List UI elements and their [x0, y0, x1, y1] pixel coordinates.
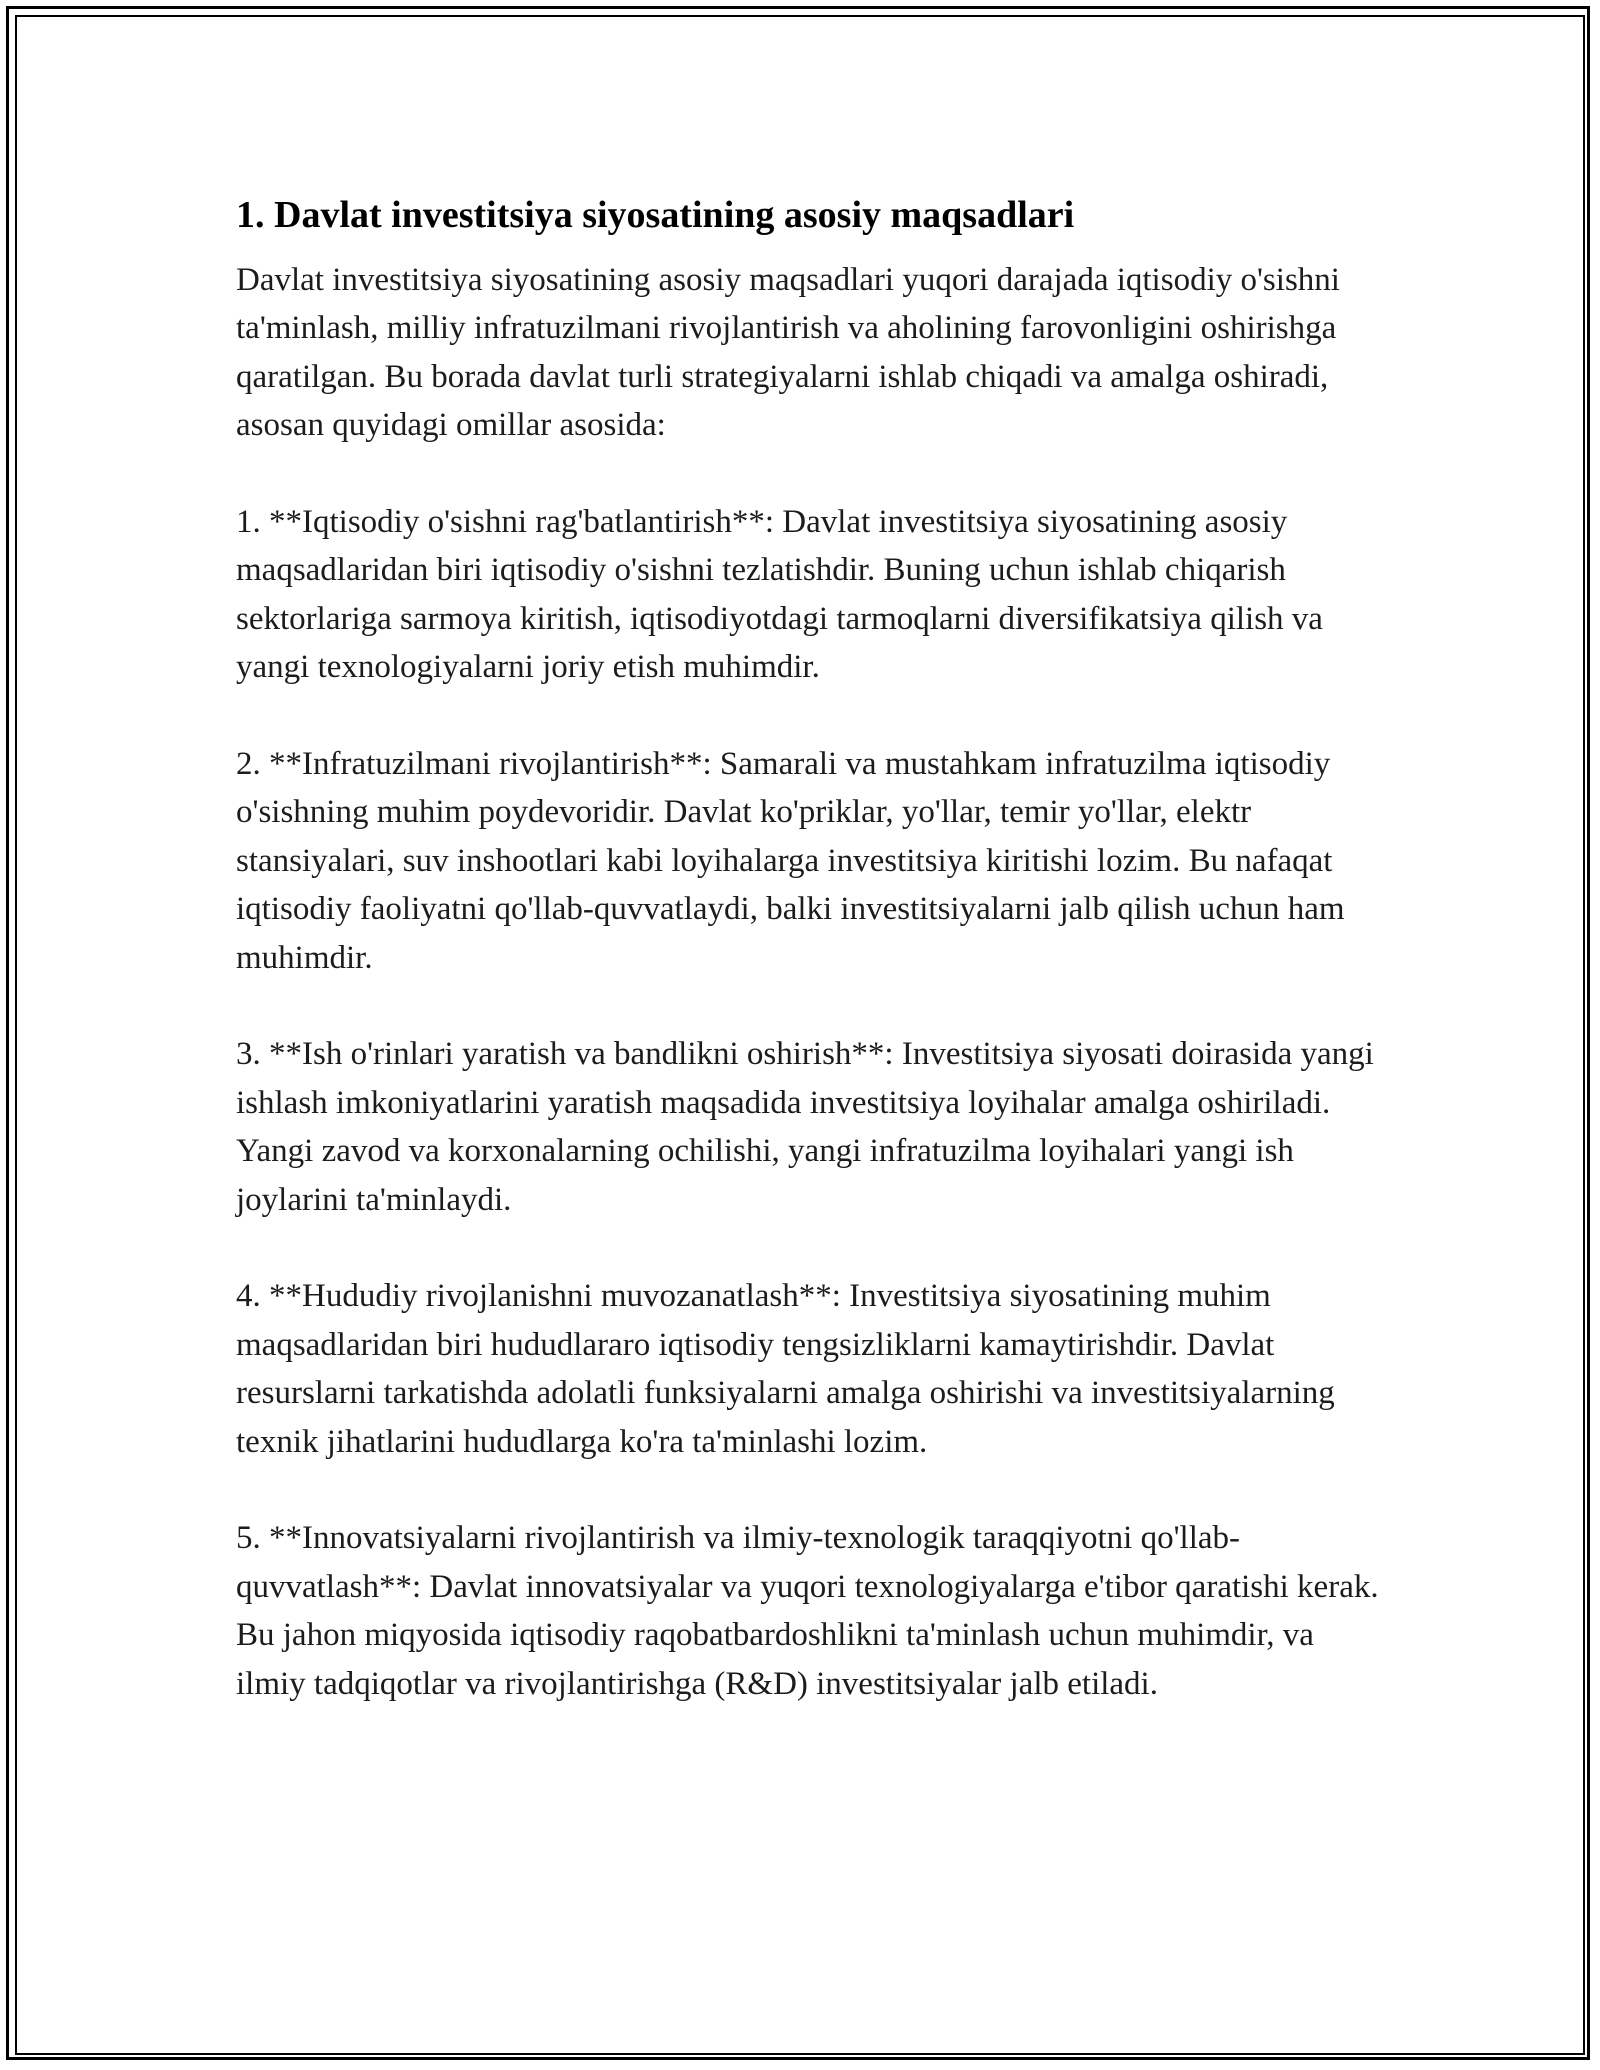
list-item-infrastructure: 2. **Infratuzilmani rivojlantirish**: Samarali va mustahkam infratuzilma iqtisodiy o'sishning muhim poydevoridir. Davlat ko'priklar, yo'llar, temir yo'llar, elektr stansiyalari, suv inshootlari kabi loyihalarga investitsiya kiritishi lozim. Bu nafaqat iqtisodiy faoliyatni qo'llab-quvvatlaydi, balki investitsiyalarni jalb qilish uchun ham muhimdir. [236, 746, 1345, 976]
intro-paragraph: Davlat investitsiya siyosatining asosiy maqsadlari yuqori darajada iqtisodiy o'sishni ta'minlash, milliy infratuzilmani rivojlantirish va aholining farovonligini oshirishga qaratilgan. Bu borada davlat turli strategiyalarni ishlab chiqadi va amalga oshiradi, asosan quyidagi omillar asosida: [236, 262, 1340, 444]
section-heading: 1. Davlat investitsiya siyosatining asosiy maqsadlari [236, 194, 1075, 236]
list-item-innovation: 5. **Innovatsiyalarni rivojlantirish va ilmiy-texnologik taraqqiyotni qo'llab-quvvatlash**: Davlat innovatsiyalar va yuqori texnologiyalarga e'tibor qaratishi kerak. Bu jahon miqyosida iqtisodiy raqobatbardoshlikni ta'minlash uchun muhimdir, va ilmiy tadqiqotlar va rivojlantirishga (R&D) investitsiyalar jalb etiladi. [236, 1520, 1379, 1702]
list-item-economic-growth: 1. **Iqtisodiy o'sishni rag'batlantirish**: Davlat investitsiya siyosatining asosiy maqsadlaridan biri iqtisodiy o'sishni tezlatishdir. Buning uchun ishlab chiqarish sektorlariga sarmoya kiritish, iqtisodiyotdagi tarmoqlarni diversifikatsiya qilish va yangi texnologiyalarni joriy etish muhimdir. [236, 504, 1323, 686]
list-item-employment: 3. **Ish o'rinlari yaratish va bandlikni oshirish**: Investitsiya siyosati doirasida yangi ishlash imkoniyatlarini yaratish maqsadida investitsiya loyihalar amalga oshiriladi. Yangi zavod va korxonalarning ochilishi, yangi infratuzilma loyihalari yangi ish joylarini ta'minlaydi. [236, 1036, 1374, 1218]
list-item-regional-development: 4. **Hududiy rivojlanishni muvozanatlash**: Investitsiya siyosatining muhim maqsadlaridan biri hududlararo iqtisodiy tengsizliklarni kamaytirishdir. Davlat resurslarni tarkatishda adolatli funksiyalarni amalga oshirishi va investitsiyalarning texnik jihatlarini hududlarga ko'ra ta'minlashi lozim. [236, 1278, 1335, 1460]
document-body [236, 186, 1386, 1708]
